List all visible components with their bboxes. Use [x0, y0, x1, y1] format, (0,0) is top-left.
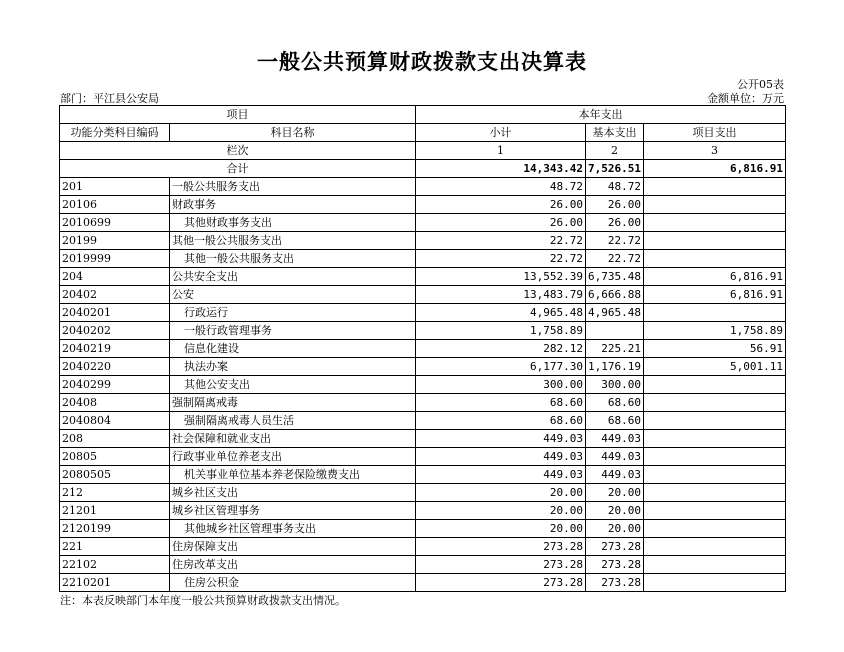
cell-project: [643, 448, 785, 466]
total-project: 6,816.91: [643, 160, 785, 178]
header-project: 项目支出: [643, 124, 785, 142]
cell-code: 2080505: [60, 466, 170, 484]
cell-code: 2210201: [60, 574, 170, 592]
table-row: [60, 466, 786, 484]
cell-code: 2040219: [60, 340, 170, 358]
cell-code: 212: [60, 484, 170, 502]
table-row: [60, 340, 786, 358]
cell-basic: 273.28: [586, 574, 644, 592]
cell-name: 财政事务: [170, 196, 416, 214]
cell-subtotal: 68.60: [416, 394, 586, 412]
cell-project: 6,816.91: [643, 268, 785, 286]
table-row: [60, 268, 786, 286]
table-row: [60, 214, 786, 232]
cell-name: 行政运行: [170, 304, 416, 322]
form-number: 公开05表: [737, 78, 784, 91]
cell-subtotal: 22.72: [416, 232, 586, 250]
cell-basic: 20.00: [586, 520, 644, 538]
cell-code: 2040201: [60, 304, 170, 322]
table-row: [60, 178, 786, 196]
cell-project: [643, 520, 785, 538]
cell-subtotal: 26.00: [416, 214, 586, 232]
header-code: 功能分类科目编码: [60, 124, 170, 142]
cell-name: 社会保障和就业支出: [170, 430, 416, 448]
expenditure-table: [59, 105, 786, 592]
cell-basic: 20.00: [586, 502, 644, 520]
cell-basic: 48.72: [586, 178, 644, 196]
cell-name: 住房公积金: [170, 574, 416, 592]
column-index-3: 3: [643, 142, 785, 160]
cell-code: 2040220: [60, 358, 170, 376]
table-row: [60, 304, 786, 322]
cell-basic: 26.00: [586, 214, 644, 232]
cell-name: 强制隔离戒毒人员生活: [170, 412, 416, 430]
cell-name: 公共安全支出: [170, 268, 416, 286]
table-row: [60, 358, 786, 376]
cell-name: 住房保障支出: [170, 538, 416, 556]
cell-code: 20408: [60, 394, 170, 412]
table-row: [60, 538, 786, 556]
cell-basic: 4,965.48: [586, 304, 644, 322]
report-title: 一般公共预算财政拨款支出决算表: [257, 49, 587, 74]
cell-basic: 22.72: [586, 232, 644, 250]
header-basic: 基本支出: [586, 124, 644, 142]
cell-subtotal: 26.00: [416, 196, 586, 214]
column-index-1: 1: [416, 142, 586, 160]
cell-subtotal: 449.03: [416, 466, 586, 484]
cell-name: 其他财政事务支出: [170, 214, 416, 232]
cell-basic: 273.28: [586, 538, 644, 556]
cell-basic: 1,176.19: [586, 358, 644, 376]
table-row: [60, 484, 786, 502]
cell-code: 20402: [60, 286, 170, 304]
cell-project: [643, 232, 785, 250]
department-label: 部门：平江县公安局: [60, 92, 159, 105]
table-row: [60, 502, 786, 520]
cell-subtotal: 20.00: [416, 502, 586, 520]
cell-code: 21201: [60, 502, 170, 520]
total-basic: 7,526.51: [586, 160, 644, 178]
header-item: 项目: [60, 106, 416, 124]
table-row: [60, 556, 786, 574]
cell-subtotal: 22.72: [416, 250, 586, 268]
cell-code: 2040202: [60, 322, 170, 340]
cell-basic: 26.00: [586, 196, 644, 214]
table-row: [60, 376, 786, 394]
cell-code: 221: [60, 538, 170, 556]
cell-subtotal: 449.03: [416, 430, 586, 448]
amount-unit-label: 金额单位：万元: [707, 92, 784, 105]
cell-code: 20199: [60, 232, 170, 250]
cell-name: 执法办案: [170, 358, 416, 376]
table-row: [60, 412, 786, 430]
cell-subtotal: 20.00: [416, 520, 586, 538]
cell-subtotal: 273.28: [416, 538, 586, 556]
cell-name: 其他公安支出: [170, 376, 416, 394]
cell-name: 其他一般公共服务支出: [170, 232, 416, 250]
cell-subtotal: 68.60: [416, 412, 586, 430]
table-row: [60, 286, 786, 304]
cell-name: 行政事业单位养老支出: [170, 448, 416, 466]
header-subtotal: 小计: [416, 124, 586, 142]
cell-name: 住房改革支出: [170, 556, 416, 574]
cell-name: 城乡社区支出: [170, 484, 416, 502]
cell-basic: 273.28: [586, 556, 644, 574]
cell-project: 5,001.11: [643, 358, 785, 376]
cell-project: [643, 502, 785, 520]
cell-project: [643, 538, 785, 556]
cell-subtotal: 449.03: [416, 448, 586, 466]
header-year-spend: 本年支出: [416, 106, 786, 124]
cell-subtotal: 273.28: [416, 556, 586, 574]
cell-project: [643, 196, 785, 214]
table-row: [60, 322, 786, 340]
cell-basic: 22.72: [586, 250, 644, 268]
cell-code: 20106: [60, 196, 170, 214]
cell-name: 强制隔离戒毒: [170, 394, 416, 412]
cell-project: [643, 214, 785, 232]
cell-name: 其他城乡社区管理事务支出: [170, 520, 416, 538]
cell-project: [643, 178, 785, 196]
footnote: 注：本表反映部门本年度一般公共预算财政拨款支出情况。: [60, 594, 346, 607]
table-row: [60, 574, 786, 592]
cell-subtotal: 1,758.89: [416, 322, 586, 340]
cell-subtotal: 20.00: [416, 484, 586, 502]
cell-subtotal: 282.12: [416, 340, 586, 358]
cell-subtotal: 300.00: [416, 376, 586, 394]
table-row: [60, 196, 786, 214]
table-row: [60, 520, 786, 538]
cell-project: [643, 484, 785, 502]
cell-project: [643, 394, 785, 412]
cell-name: 一般行政管理事务: [170, 322, 416, 340]
column-index-label: 栏次: [60, 142, 416, 160]
cell-project: [643, 304, 785, 322]
cell-basic: 225.21: [586, 340, 644, 358]
cell-subtotal: 13,483.79: [416, 286, 586, 304]
cell-name: 一般公共服务支出: [170, 178, 416, 196]
cell-subtotal: 4,965.48: [416, 304, 586, 322]
cell-code: 204: [60, 268, 170, 286]
cell-project: [643, 430, 785, 448]
cell-project: 1,758.89: [643, 322, 785, 340]
cell-basic: 300.00: [586, 376, 644, 394]
cell-basic: 68.60: [586, 394, 644, 412]
cell-code: 2019999: [60, 250, 170, 268]
table-row: [60, 430, 786, 448]
cell-subtotal: 13,552.39: [416, 268, 586, 286]
header-name: 科目名称: [170, 124, 416, 142]
header-row-3: [60, 142, 786, 160]
cell-subtotal: 48.72: [416, 178, 586, 196]
cell-project: [643, 250, 785, 268]
cell-basic: 449.03: [586, 430, 644, 448]
header-row-2: [60, 124, 786, 142]
cell-name: 信息化建设: [170, 340, 416, 358]
cell-code: 208: [60, 430, 170, 448]
cell-name: 公安: [170, 286, 416, 304]
cell-basic: 6,666.88: [586, 286, 644, 304]
cell-basic: 20.00: [586, 484, 644, 502]
table-row: [60, 448, 786, 466]
cell-name: 机关事业单位基本养老保险缴费支出: [170, 466, 416, 484]
table-row: [60, 232, 786, 250]
cell-code: 2010699: [60, 214, 170, 232]
column-index-2: 2: [586, 142, 644, 160]
total-label: 合计: [60, 160, 416, 178]
cell-basic: 68.60: [586, 412, 644, 430]
cell-basic: 6,735.48: [586, 268, 644, 286]
cell-project: 56.91: [643, 340, 785, 358]
cell-project: [643, 556, 785, 574]
cell-basic: 449.03: [586, 466, 644, 484]
cell-code: 2040299: [60, 376, 170, 394]
total-subtotal: 14,343.42: [416, 160, 586, 178]
table-row: [60, 394, 786, 412]
cell-project: [643, 412, 785, 430]
cell-project: [643, 466, 785, 484]
header-row-1: [60, 106, 786, 124]
total-row: [60, 160, 786, 178]
cell-name: 城乡社区管理事务: [170, 502, 416, 520]
cell-project: [643, 376, 785, 394]
cell-project: 6,816.91: [643, 286, 785, 304]
cell-subtotal: 273.28: [416, 574, 586, 592]
cell-basic: 449.03: [586, 448, 644, 466]
cell-code: 20805: [60, 448, 170, 466]
cell-basic: [586, 322, 644, 340]
cell-code: 2040804: [60, 412, 170, 430]
cell-code: 201: [60, 178, 170, 196]
table-row: [60, 250, 786, 268]
cell-name: 其他一般公共服务支出: [170, 250, 416, 268]
cell-code: 2120199: [60, 520, 170, 538]
cell-project: [643, 574, 785, 592]
cell-subtotal: 6,177.30: [416, 358, 586, 376]
cell-code: 22102: [60, 556, 170, 574]
